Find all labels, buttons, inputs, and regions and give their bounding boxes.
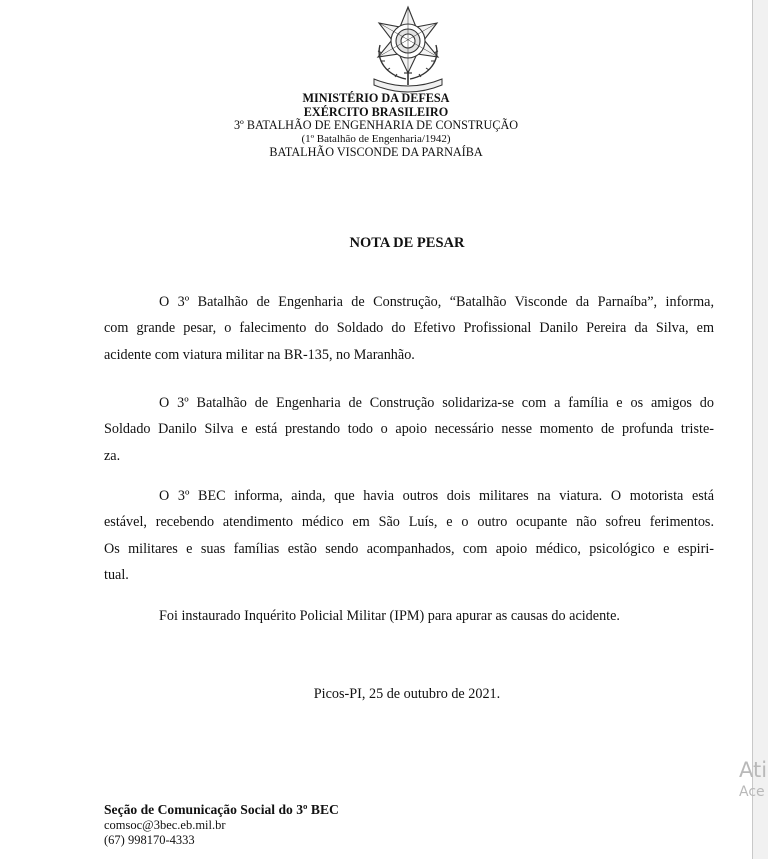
paragraph-line: O 3º Batalhão de Engenharia de Construção, “Batalhão Visconde da Parnaíba”, informa, — [159, 294, 714, 310]
letterhead — [0, 92, 752, 160]
paragraph-line: Soldado Danilo Silva e está prestando todo o apoio necessário nesse momento de profunda triste- — [104, 421, 714, 438]
paragraph-line: O 3º Batalhão de Engenharia de Construção solidariza-se com a família e os amigos do — [159, 395, 714, 411]
paragraph-line: Foi instaurado Inquérito Policial Militar (IPM) para apurar as causas do acidente. — [159, 608, 620, 624]
paragraph-1 — [104, 289, 714, 368]
document-title: NOTA DE PESAR — [349, 235, 465, 251]
signature-section: Seção de Comunicação Social do 3º BEC — [104, 802, 339, 817]
paragraph-line: Os militares e suas famílias estão sendo acompanhados, com apoio médico, psicológico e espiri- — [104, 540, 714, 557]
paragraph-line: acidente com viatura militar na BR-135, no Maranhão. — [104, 346, 415, 363]
battalion-origin: (1º Batalhão de Engenharia/1942) — [301, 132, 451, 145]
paragraph-line: tual. — [104, 566, 129, 583]
paragraph-line: za. — [104, 447, 121, 464]
contact-email: comsoc@3bec.eb.mil.br — [104, 817, 226, 832]
paragraph-3 — [104, 483, 714, 588]
contact-phone: (67) 998170-4333 — [104, 833, 195, 847]
ministry-name: MINISTÉRIO DA DEFESA — [302, 91, 450, 105]
paragraph-line: estável, recebendo atendimento médico em São Luís, e o outro ocupante não sofreu ferimentos. — [104, 514, 714, 531]
watermark-line-1: Ati — [739, 758, 768, 782]
watermark-line-2: Ace — [739, 784, 765, 800]
paragraph-line: O 3º BEC informa, ainda, que havia outros dois militares na viatura. O motorista está — [159, 488, 714, 504]
viewer-scroll-area[interactable] — [753, 0, 768, 859]
footer-contact — [104, 802, 339, 849]
battalion-denomination: BATALHÃO VISCONDE DA PARNAÍBA — [269, 145, 483, 159]
paragraph-4 — [104, 603, 714, 629]
paragraph-line: com grande pesar, o falecimento do Soldado do Efetivo Profissional Danilo Pereira da Silva, em — [104, 320, 714, 337]
coat-of-arms-icon — [366, 5, 450, 93]
battalion-name: 3º BATALHÃO DE ENGENHARIA DE CONSTRUÇÃO — [233, 118, 519, 132]
document-date: Picos-PI, 25 de outubro de 2021. — [313, 686, 501, 702]
paragraph-2 — [104, 390, 714, 469]
activation-watermark — [739, 757, 767, 801]
army-name: EXÉRCITO BRASILEIRO — [303, 104, 449, 119]
